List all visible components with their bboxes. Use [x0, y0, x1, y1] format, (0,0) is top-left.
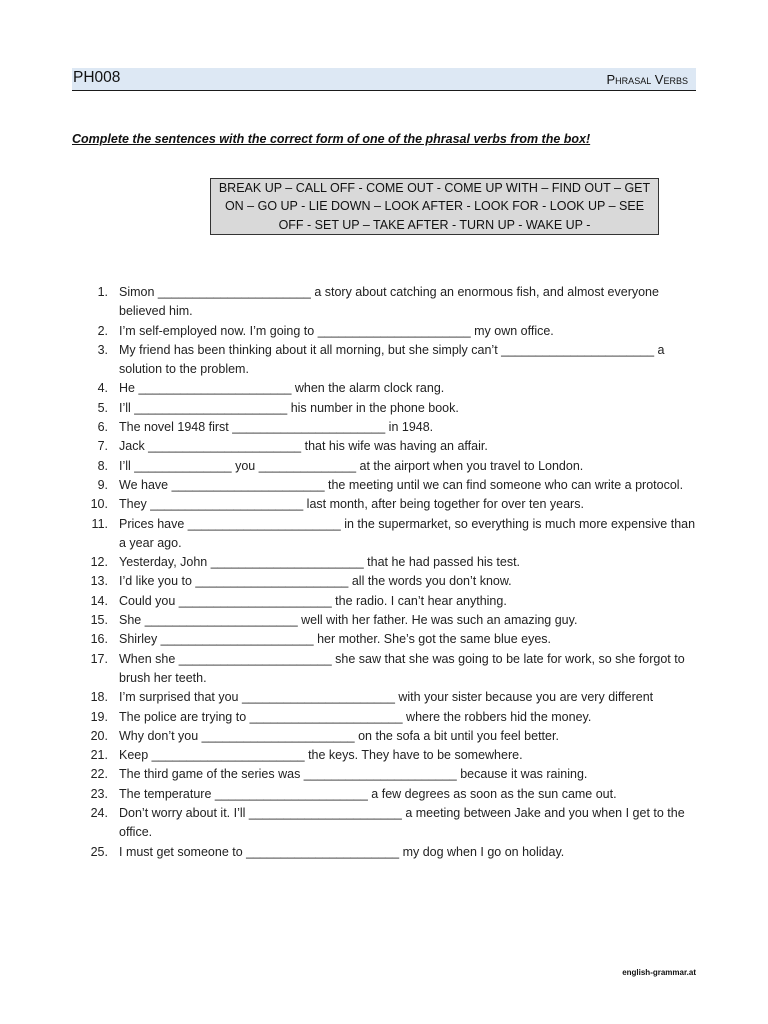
sentence-number: 19.	[90, 709, 108, 724]
footer-source: english-grammar.at	[622, 968, 696, 977]
header-bar	[72, 68, 696, 91]
sentence-text: Why don’t you ______________________ on the sofa a bit until you feel better.	[119, 728, 559, 743]
sentence-text: The novel 1948 first ______________________ in 1948.	[119, 420, 434, 435]
sentence-number: 5.	[97, 400, 108, 415]
sentence-text: Keep ______________________ the keys. They have to be somewhere.	[119, 748, 523, 763]
sentence-item	[84, 630, 696, 649]
sentence-number: 18.	[90, 690, 108, 705]
sentence-text: I’d like you to ______________________ all the words you don’t know.	[119, 574, 512, 589]
sentence-number: 7.	[97, 439, 108, 454]
sentence-number: 22.	[90, 767, 108, 782]
sentence-number: 3.	[97, 342, 108, 357]
instruction-text: Complete the sentences with the correct form of one of the phrasal verbs from the box!	[72, 132, 591, 146]
sentence-text: Jack ______________________ that his wife was having an affair.	[119, 439, 488, 454]
sentence-text: I’ll ______________ you ______________ at the airport when you travel to London.	[119, 458, 584, 473]
sentence-item	[84, 746, 696, 765]
sentence-text: When she ______________________ she saw that she was going to be late for work, so she forgot to brush her teeth.	[119, 651, 685, 685]
phrasal-verb-list: BREAK UP – CALL OFF - COME OUT - COME UP WITH – FIND OUT – GET ON – GO UP - LIE DOWN – LOOK AFTER - LOOK FOR - LOOK UP – SEE OFF - SET UP – TAKE AFTER - TURN UP - WAKE UP -	[218, 180, 651, 232]
sentence-number: 15.	[90, 613, 108, 628]
sentence-text: I’m self-employed now. I’m going to ______________________ my own office.	[119, 323, 554, 338]
sentence-item	[84, 765, 696, 784]
sentence-number: 13.	[90, 574, 108, 589]
sentence-item	[84, 727, 696, 746]
sentence-text: The third game of the series was ______________________ because it was raining.	[119, 767, 588, 782]
sentence-text: The police are trying to ______________________ where the robbers hid the money.	[119, 709, 592, 724]
sentence-item	[84, 418, 696, 437]
sentence-item	[84, 322, 696, 341]
sentence-item	[84, 553, 696, 572]
sentence-text: My friend has been thinking about it all morning, but she simply can’t ______________________ a solution to the problem.	[119, 342, 665, 377]
sentence-number: 10.	[90, 497, 108, 512]
sentence-item	[84, 495, 696, 514]
sentence-text: Could you ______________________ the radio. I can’t hear anything.	[119, 593, 507, 608]
sentence-number: 9.	[97, 477, 108, 492]
sentence-item	[84, 379, 696, 398]
sentence-number: 4.	[97, 381, 108, 396]
sentence-item	[84, 437, 696, 456]
sentence-number: 24.	[90, 806, 108, 821]
sentence-item	[84, 457, 696, 476]
sentence-text: The temperature ______________________ a few degrees as soon as the sun came out.	[119, 786, 617, 801]
sentence-text: They ______________________ last month, after being together for over ten years.	[119, 497, 584, 512]
sentence-item	[84, 804, 696, 843]
sentence-number: 8.	[97, 458, 108, 473]
sentence-number: 23.	[90, 786, 108, 801]
sentence-text: I’ll ______________________ his number in the phone book.	[119, 400, 459, 415]
sentence-item	[84, 341, 696, 380]
sentence-number: 20.	[90, 728, 108, 743]
sentence-text: Don’t worry about it. I’ll ______________________ a meeting between Jake and you when I get to the office.	[119, 806, 685, 840]
sentence-text: He ______________________ when the alarm clock rang.	[119, 381, 445, 396]
sentence-text: I must get someone to ______________________ my dog when I go on holiday.	[119, 844, 565, 859]
sentence-list	[84, 283, 696, 862]
sentence-item	[84, 515, 696, 554]
sentence-number: 11.	[91, 516, 108, 531]
sentence-text: I’m surprised that you ______________________ with your sister because you are very different	[119, 690, 654, 705]
sentence-item	[84, 843, 696, 862]
sentence-text: She ______________________ well with her father. He was such an amazing guy.	[119, 613, 578, 628]
sentence-item	[84, 785, 696, 804]
sentence-number: 1.	[97, 285, 108, 299]
sentence-text: Simon ______________________ a story about catching an enormous fish, and almost everyone believed him.	[119, 285, 659, 319]
sentence-item	[84, 476, 696, 495]
sentence-text: Yesterday, John ______________________ that he had passed his test.	[119, 555, 521, 570]
sentence-number: 6.	[97, 420, 108, 435]
sentence-item	[84, 283, 696, 322]
sentence-item	[84, 708, 696, 727]
sentence-item	[84, 688, 696, 707]
document-title: Phrasal Verbs	[606, 72, 688, 87]
sentence-item	[84, 650, 696, 689]
sentence-item	[84, 399, 696, 418]
sentence-number: 21.	[90, 748, 108, 763]
sentence-text: We have ______________________ the meeting until we can find someone who can write a protocol.	[119, 477, 684, 492]
sentence-number: 16.	[90, 632, 108, 647]
document-code: PH008	[73, 69, 121, 86]
sentence-item	[84, 611, 696, 630]
phrasal-verb-box	[210, 178, 659, 235]
sentence-number: 2.	[97, 323, 108, 338]
sentence-number: 17.	[90, 651, 108, 666]
sentence-text: Shirley ______________________ her mother. She’s got the same blue eyes.	[119, 632, 552, 647]
sentence-number: 14.	[90, 593, 108, 608]
sentence-number: 12.	[90, 555, 108, 570]
sentence-text: Prices have ______________________ in the supermarket, so everything is much more expensive than a year ago.	[119, 516, 696, 550]
sentence-item	[84, 572, 696, 591]
sentence-number: 25.	[90, 844, 108, 859]
sentence-item	[84, 592, 696, 611]
